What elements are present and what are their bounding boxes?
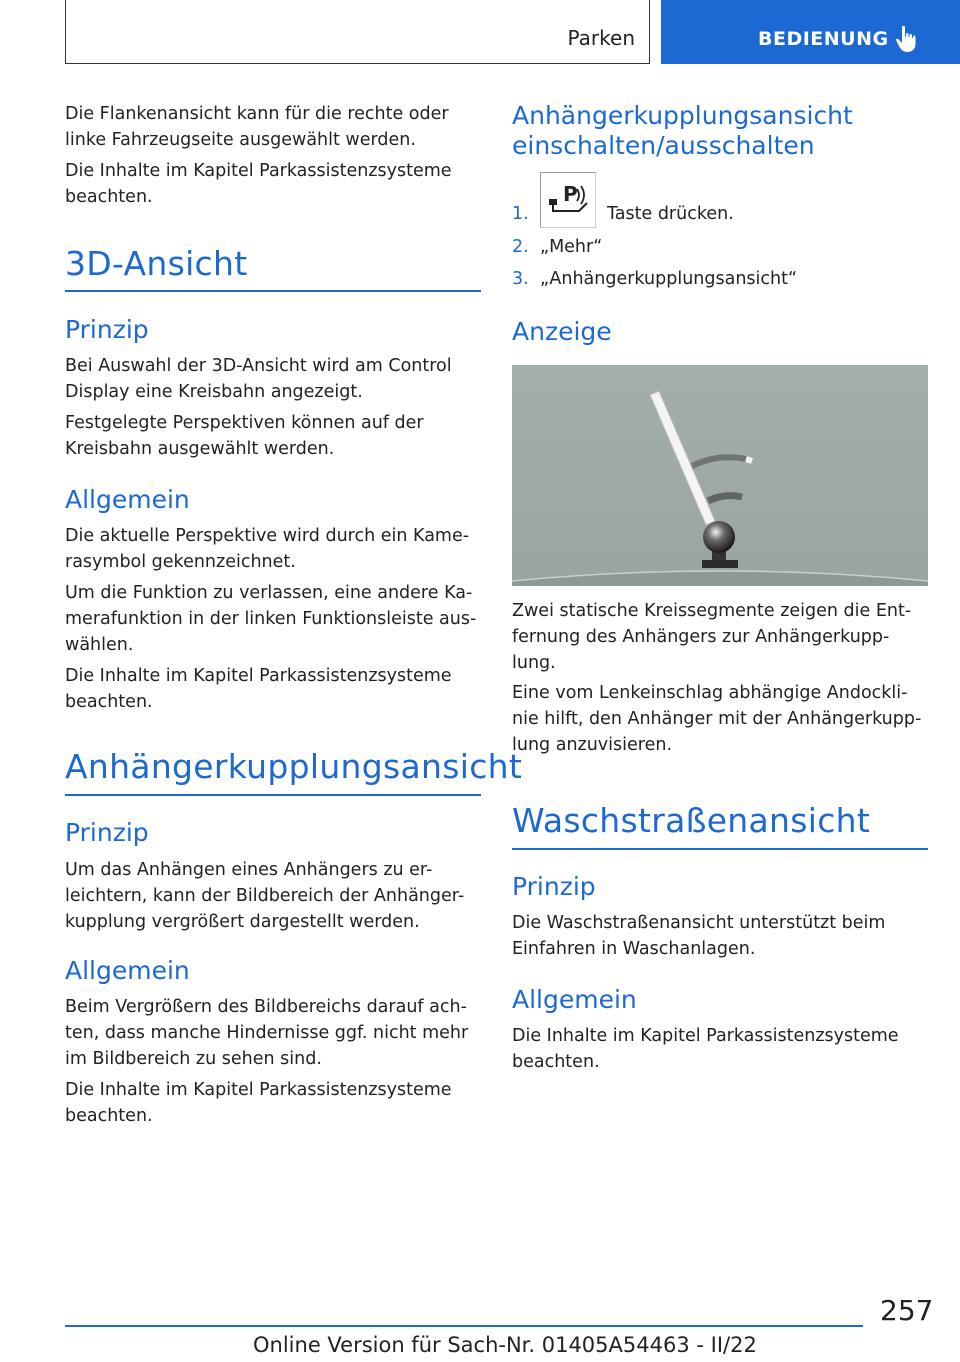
svg-text:P: P bbox=[563, 182, 578, 206]
header-section-box bbox=[65, 0, 650, 64]
heading-anhaengerkupplungsansicht: Anhängerkupplungsansicht bbox=[65, 747, 523, 786]
footer-text: Online Version für Sach-Nr. 01405A54463 - II/22 bbox=[253, 1333, 757, 1357]
footer-rule bbox=[65, 1325, 863, 1327]
pointing-hand-icon bbox=[895, 25, 921, 53]
header-section-title: Parken bbox=[567, 26, 635, 50]
intro-paragraph-1: Die Flankenansicht kann für die rechte oder linke Fahrzeugseite ausgewählt werden. bbox=[65, 104, 449, 150]
heading-rule bbox=[512, 848, 928, 850]
subheading-prinzip: Prinzip bbox=[65, 315, 149, 344]
step-text: „Mehr“ bbox=[540, 237, 603, 257]
paragraph: Um das Anhängen eines Anhängers zu er-leichtern, kann der Bildbereich der Anhänger-kupplung vergrößert dargestellt werden. bbox=[65, 860, 465, 932]
step-number: 1. bbox=[512, 204, 529, 224]
paragraph: Die Waschstraßenansicht unterstützt beim Einfahren in Waschanlagen. bbox=[512, 913, 886, 959]
header-chapter-tab bbox=[661, 0, 960, 64]
subheading-prinzip: Prinzip bbox=[65, 818, 149, 847]
header-chapter-title: BEDIENUNG bbox=[758, 28, 889, 50]
paragraph: Die Inhalte im Kapitel Parkassistenzsysteme beachten. bbox=[65, 1080, 452, 1126]
heading-rule bbox=[65, 794, 481, 796]
heading-toggle-view bbox=[512, 101, 928, 161]
subheading-prinzip: Prinzip bbox=[512, 872, 596, 901]
step-text: „Anhängerkupplungsansicht“ bbox=[540, 269, 798, 289]
paragraph: Bei Auswahl der 3D-Ansicht wird am Control Display eine Kreisbahn angezeigt. bbox=[65, 356, 452, 402]
paragraph: Eine vom Lenkeinschlag abhängige Andockli-nie hilft, den Anhänger mit der Anhängerkupp-lung anzuvisieren. bbox=[512, 683, 922, 755]
heading-line-1: Anhängerkupplungsansicht bbox=[512, 101, 853, 130]
step-text: Taste drücken. bbox=[607, 204, 734, 224]
heading-3d-ansicht: 3D-Ansicht bbox=[65, 244, 248, 283]
page-number: 257 bbox=[880, 1294, 934, 1327]
subheading-anzeige: Anzeige bbox=[512, 317, 612, 346]
step-number: 2. bbox=[512, 237, 529, 257]
park-assist-camera-button-icon bbox=[540, 172, 596, 228]
trailer-hitch-camera-image bbox=[512, 365, 928, 586]
paragraph: Festgelegte Perspektiven können auf der Kreisbahn ausgewählt werden. bbox=[65, 413, 424, 459]
intro-paragraph-2: Die Inhalte im Kapitel Parkassistenzsysteme beachten. bbox=[65, 161, 452, 207]
heading-waschstrassenansicht: Waschstraßenansicht bbox=[512, 801, 871, 840]
subheading-allgemein: Allgemein bbox=[65, 956, 190, 985]
paragraph: Zwei statische Kreissegmente zeigen die Ent-fernung des Anhängers zur Anhängerkupp-lung. bbox=[512, 601, 912, 673]
paragraph: Die Inhalte im Kapitel Parkassistenzsysteme beachten. bbox=[65, 666, 452, 712]
paragraph: Um die Funktion zu verlassen, eine andere Ka-merafunktion in der linken Funktionsleiste aus-wählen. bbox=[65, 583, 477, 655]
subheading-allgemein: Allgemein bbox=[512, 985, 637, 1014]
heading-rule bbox=[65, 290, 481, 292]
subheading-allgemein: Allgemein bbox=[65, 485, 190, 514]
step-number: 3. bbox=[512, 269, 529, 289]
paragraph: Beim Vergrößern des Bildbereichs darauf ach-ten, dass manche Hindernisse ggf. nicht mehr im Bildbereich zu sehen sind. bbox=[65, 997, 469, 1069]
paragraph: Die Inhalte im Kapitel Parkassistenzsysteme beachten. bbox=[512, 1026, 899, 1072]
heading-line-2: einschalten/ausschalten bbox=[512, 131, 815, 160]
paragraph: Die aktuelle Perspektive wird durch ein Kame-rasymbol gekennzeichnet. bbox=[65, 526, 470, 572]
